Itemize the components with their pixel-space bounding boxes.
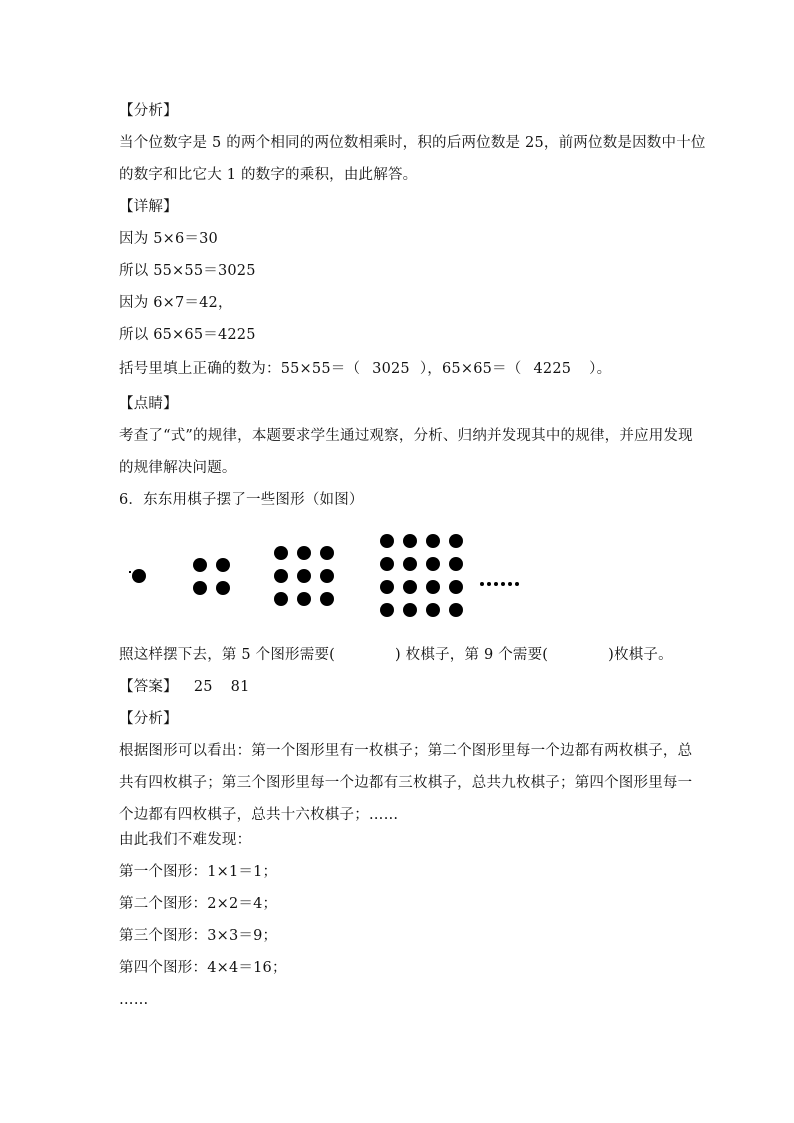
comment-heading: 【点睛】	[119, 396, 178, 412]
fill-prefix: 括号里填上正确的数为：55×55＝（	[119, 361, 361, 377]
analysis-2-line-3: 个边都有四枚棋子，总共十六枚棋子；……	[119, 807, 399, 823]
chess-piece	[426, 603, 440, 617]
detail-step-2: 所以 55×55＝3025	[119, 263, 256, 279]
analysis-2-heading: 【分析】	[119, 711, 178, 727]
analysis-2-line-4: 由此我们不难发现：	[119, 832, 252, 848]
prompt-part-3: )枚棋子。	[608, 647, 673, 663]
detail-step-4: 所以 65×65＝4225	[119, 327, 256, 343]
fill-answer-1: 3025	[372, 361, 410, 377]
analysis-text-line-2: 的数字和比它大 1 的数字的乘积，由此解答。	[119, 167, 418, 183]
prompt-part-2: ) 枚棋子，第 9 个需要(	[395, 647, 549, 663]
pattern-item-2: 第二个图形：2×2＝4；	[119, 896, 278, 912]
chess-piece	[449, 580, 463, 594]
chess-piece	[403, 603, 417, 617]
stray-mark	[129, 571, 131, 573]
chess-piece	[216, 581, 230, 595]
question-6-prompt	[119, 643, 673, 667]
chess-piece	[380, 534, 394, 548]
chess-piece	[426, 534, 440, 548]
analysis-text-line-1: 当个位数字是 5 的两个相同的两位数相乘时，积的后两位数是 25，前两位数是因数中十位	[119, 135, 706, 151]
chess-piece	[320, 569, 334, 583]
fill-answer-2: 4225	[533, 361, 572, 377]
detail-step-1: 因为 5×6＝30	[119, 231, 218, 247]
comment-text-line-1: 考查了“式”的规律，本题要求学生通过观察，分析、归纳并发现其中的规律，并应用发现	[119, 428, 693, 444]
answer-value-2: 81	[230, 679, 250, 695]
fill-in-answer-line	[119, 357, 611, 381]
chess-piece	[274, 592, 288, 606]
chess-piece	[132, 569, 146, 583]
chess-piece	[297, 592, 311, 606]
chess-piece	[297, 546, 311, 560]
chess-piece	[320, 592, 334, 606]
chess-piece	[449, 603, 463, 617]
prompt-part-1: 照这样摆下去，第 5 个图形需要(	[119, 647, 335, 663]
fill-suffix: ）。	[589, 361, 612, 377]
chess-piece	[380, 557, 394, 571]
chess-piece	[274, 569, 288, 583]
chess-piece	[320, 546, 334, 560]
ellipsis-dots-icon	[480, 582, 519, 586]
chess-piece	[380, 603, 394, 617]
chess-piece	[297, 569, 311, 583]
pattern-item-3: 第三个图形：3×3＝9；	[119, 928, 278, 944]
answer-value-1: 25	[193, 679, 213, 695]
analysis-2-line-1: 根据图形可以看出：第一个图形里有一枚棋子；第二个图形里每一个边都有两枚棋子，总	[119, 743, 693, 759]
answer-heading: 【答案】	[119, 679, 178, 695]
chess-piece	[403, 580, 417, 594]
chess-piece	[193, 558, 207, 572]
pattern-item-4: 第四个图形：4×4＝16；	[119, 960, 287, 976]
pattern-item-1: 第一个图形：1×1＝1；	[119, 864, 278, 880]
pattern-item-ellipsis: ……	[119, 992, 149, 1008]
chess-piece	[426, 580, 440, 594]
chess-piece	[193, 581, 207, 595]
chess-piece	[426, 557, 440, 571]
chess-piece	[449, 557, 463, 571]
chess-piece	[403, 534, 417, 548]
analysis-2-line-2: 共有四枚棋子；第三个图形里每一个边都有三枚棋子，总共九枚棋子；第四个图形里每一	[119, 775, 693, 791]
fill-mid: ），65×65＝（	[419, 361, 522, 377]
chess-piece	[380, 580, 394, 594]
comment-text-line-2: 的规律解决问题。	[119, 460, 237, 476]
chess-piece	[449, 534, 463, 548]
chess-piece	[403, 557, 417, 571]
chess-piece	[216, 558, 230, 572]
analysis-heading: 【分析】	[119, 103, 178, 119]
chess-piece-figures	[119, 528, 539, 624]
detail-step-3: 因为 6×7＝42，	[119, 295, 233, 311]
question-6-title: 6．东东用棋子摆了一些图形（如图）	[119, 492, 364, 508]
detail-heading: 【详解】	[119, 199, 178, 215]
chess-piece	[274, 546, 288, 560]
answer-line	[119, 675, 250, 699]
